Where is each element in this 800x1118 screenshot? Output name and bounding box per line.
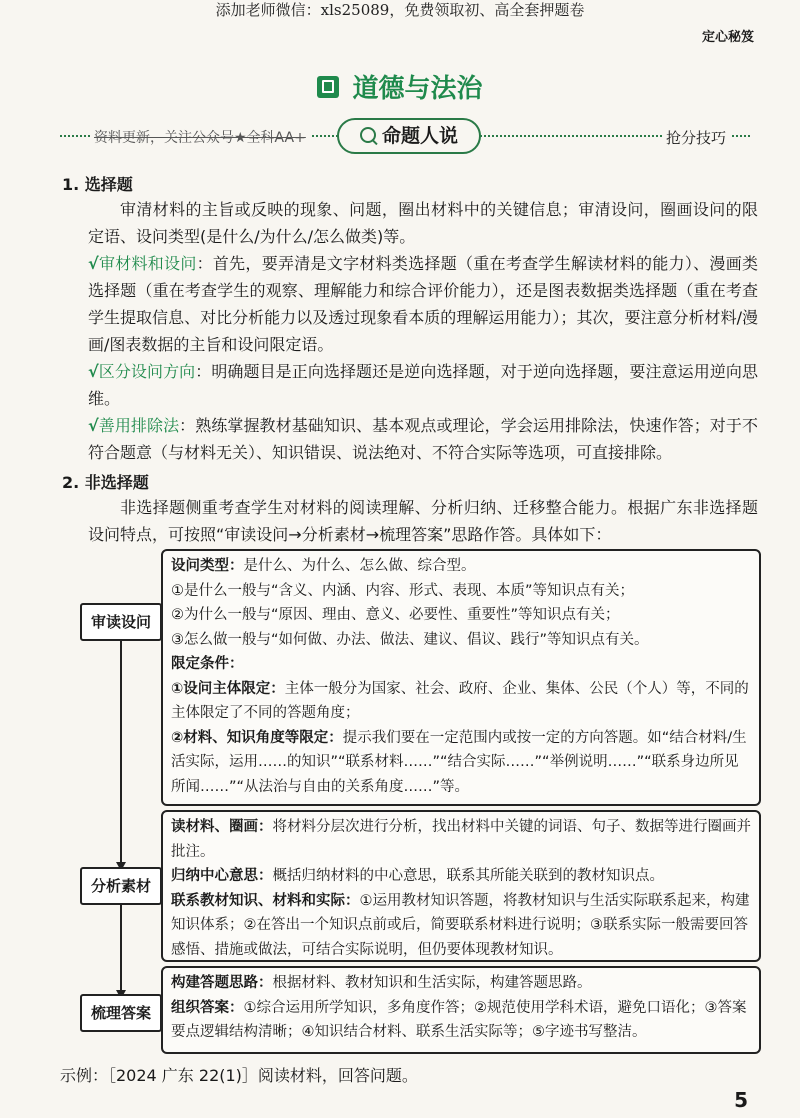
panel-line: ②为什么一般与“原因、理由、意义、必要性、重要性”等知识点有关； — [171, 607, 620, 623]
ribbon-left-note: 资料更新，关注公众号★全科AA+ — [90, 127, 310, 147]
panel-organize-answer — [161, 966, 761, 1054]
section-ribbon — [60, 118, 750, 154]
check-icon: √ — [88, 416, 99, 435]
ribbon-center-label: 命题人说 — [381, 125, 458, 147]
panel-line: ③怎么做一般与“如何做、办法、做法、建议、倡议、践行”等知识点有关。 — [171, 631, 649, 648]
page-number: 5 — [734, 1088, 748, 1112]
section2-heading: 2. 非选择题 — [62, 473, 149, 492]
flow-connector — [120, 640, 122, 865]
magnifier-icon — [360, 127, 376, 143]
panel-line: 组织答案：①综合运用所学知识，多角度作答；②规范使用学科术语，避免口语化；③答案要点逻辑结构清晰；④知识结合材料、联系生活实际等；⑤字迹书写整洁。 — [171, 999, 747, 1040]
tip-label: 审材料和设问 — [98, 254, 197, 273]
panel-line: 归纳中心意思：概括归纳材料的中心意思，联系其所能关联到的教材知识点。 — [171, 868, 664, 884]
tip-text: ：明确题目是正向选择题还是逆向选择题，对于逆向选择题，要注意运用逆向思维。 — [88, 362, 758, 408]
flow-step-organize-answer: 梳理答案 — [80, 994, 162, 1032]
title-row — [0, 68, 800, 105]
panel-line: ①设问主体限定：主体一般分为国家、社会、政府、企业、集体、公民（个人）等，不同的主体限定了不同的答题角度； — [171, 680, 749, 721]
section1-intro: 审清材料的主旨或反映的现象、问题，圈出材料中的关键信息；审清设问，圈画设问的限定语、设问类型(是什么/为什么/怎么做类)等。 — [88, 200, 758, 246]
panel-line: 限定条件： — [171, 656, 244, 672]
panel-analyze-material — [161, 810, 761, 962]
tip-item — [88, 358, 758, 412]
page-title: 道德与法治 — [352, 74, 483, 104]
check-icon: √ — [88, 254, 99, 273]
tip-item — [88, 250, 758, 358]
flow-step-review-question: 审读设问 — [80, 603, 162, 641]
tip-text: ：熟练掌握教材基础知识、基本观点或理论，学会运用排除法，快速作答；对于不符合题意（与材料无关）、知识错误、说法绝对、不符合实际等选项，可直接排除。 — [88, 416, 758, 462]
tip-label: 区分设问方向 — [98, 362, 196, 381]
flow-step-analyze-material: 分析素材 — [80, 867, 162, 905]
ribbon-right-note: 抢分技巧 — [662, 127, 730, 148]
tip-item — [88, 412, 758, 466]
corner-label: 定心秘笈 — [701, 30, 754, 45]
panel-line: ②材料、知识角度等限定：提示我们要在一定范围内或按一定的方向答题。如“结合材料/生活实际，运用……的知识”“联系材料……”“结合实际……”“举例说明……”“联系身边所见所闻……”“从法治与自由的关系角度……”等。 — [171, 729, 747, 795]
book-icon — [317, 76, 339, 98]
top-banner: 添加老师微信：xls25089，免费领取初、高全套押题卷 — [215, 1, 585, 19]
panel-line: 构建答题思路：根据材料、教材知识和生活实际，构建答题思路。 — [171, 975, 592, 991]
section1-heading: 1. 选择题 — [62, 175, 133, 194]
panel-line: ①是什么一般与“含义、内涵、内容、形式、表现、本质”等知识点有关； — [171, 582, 635, 599]
tip-label: 善用排除法 — [98, 416, 180, 435]
panel-line: 联系教材知识、材料和实际：①运用教材知识答题，将教材知识与生活实际联系起来，构建知识体系；②在答出一个知识点前或后，简要联系材料进行说明；③联系实际一般需要回答感悟、措施或做法，可结合实际说明，但仍要体现教材知识。 — [171, 892, 750, 958]
tip-text: ：首先，要弄清是文字材料类选择题（重在考查学生解读材料的能力）、漫画类选择题（重在考查学生的观察、理解能力和综合评价能力），还是图表数据类选择题（重在考查学生提取信息、对比分析能力以及透过现象看本质的理解运用能力）；其次，要注意分析材料/漫画/图表数据的主旨和设问限定语。 — [88, 254, 758, 354]
ribbon-center-badge — [337, 118, 481, 154]
check-icon: √ — [88, 362, 99, 381]
panel-review-question — [161, 549, 761, 806]
flow-connector — [120, 903, 122, 993]
panel-line: 设问类型：是什么、为什么、怎么做、综合型。 — [171, 558, 476, 574]
panel-line: 读材料、圈画：将材料分层次进行分析，找出材料中关键的词语、句子、数据等进行圈画并批注。 — [171, 819, 751, 860]
example-note: 示例：［2024 广东 22(1)］阅读材料，回答问题。 — [60, 1066, 418, 1085]
section2-intro: 非选择题侧重考查学生对材料的阅读理解、分析归纳、迁移整合能力。根据广东非选择题设问特点，可按照“审读设问→分析素材→梳理答案”思路作答。具体如下： — [88, 498, 758, 544]
